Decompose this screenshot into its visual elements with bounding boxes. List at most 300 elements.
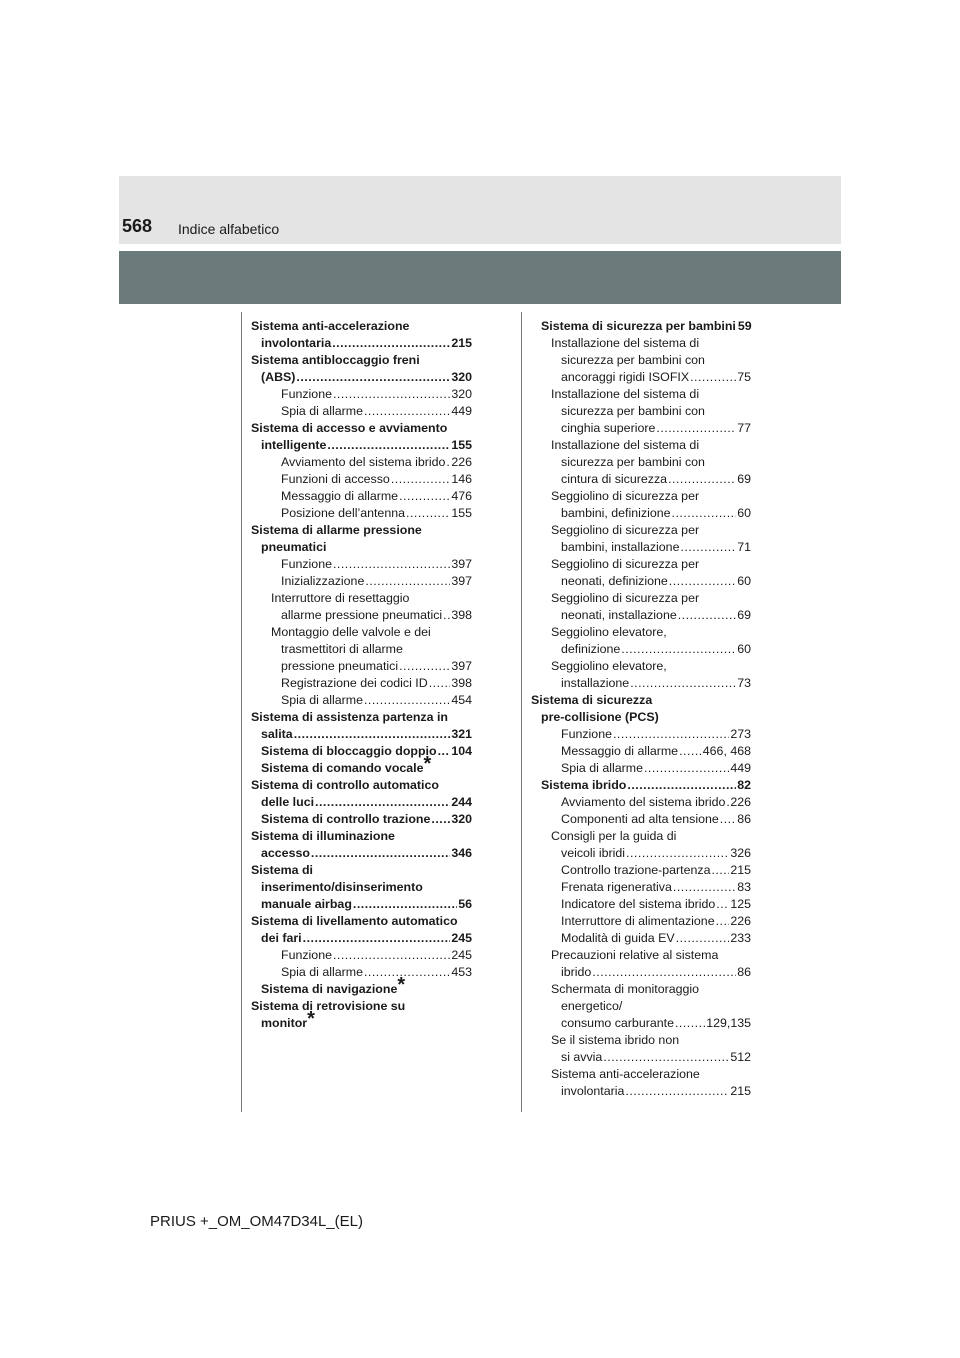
index-subentry	[531, 896, 751, 913]
entry-text: Funzione	[281, 387, 332, 401]
entry-leader-row	[281, 488, 472, 505]
page-reference: 77	[737, 421, 751, 435]
page-reference: 320	[451, 387, 472, 401]
dot-leader	[711, 862, 729, 879]
entry-leader-row	[281, 505, 472, 522]
entry-text-line: pre-collisione (PCS)	[541, 710, 659, 724]
entry-text: Indicatore del sistema ibrido	[561, 897, 716, 911]
entry-text: involontaria	[261, 336, 332, 350]
entry-text-line: Sistema anti-accelerazione	[251, 319, 410, 333]
entry-leader-row	[261, 811, 472, 828]
index-entry	[251, 913, 472, 947]
entry-text: Spia di allarme	[281, 693, 363, 707]
page-reference: 449	[451, 404, 472, 418]
dot-leader	[678, 607, 736, 624]
entry-leader-row	[561, 964, 751, 981]
page-reference: 60	[737, 506, 751, 520]
index-entry	[251, 974, 472, 998]
entry-leader-row	[261, 726, 472, 743]
page-reference: 73	[737, 676, 751, 690]
page-reference: 86	[737, 965, 751, 979]
page-reference: 226	[451, 455, 472, 469]
index-subentry	[531, 930, 751, 947]
entry-leader-row	[261, 974, 472, 998]
index-subentry	[531, 1066, 751, 1100]
index-entry	[251, 753, 472, 777]
entry-leader-row	[561, 879, 751, 896]
entry-text: consumo carburante	[561, 1016, 674, 1030]
entry-text: allarme pressione pneumatici	[281, 608, 443, 622]
dot-leader	[668, 471, 736, 488]
index-entry	[251, 777, 472, 811]
dot-leader	[333, 556, 450, 573]
dot-leader	[630, 675, 736, 692]
dot-leader	[675, 1015, 705, 1032]
entry-leader-row	[281, 607, 472, 624]
entry-text: Modalità di guida EV	[561, 931, 675, 945]
page-reference: 398	[451, 608, 472, 622]
entry-text: involontaria	[561, 1084, 625, 1098]
entry-leader-row	[281, 675, 472, 692]
dot-leader	[443, 607, 450, 624]
page-reference: 60	[737, 574, 751, 588]
entry-text: Funzione	[281, 948, 332, 962]
page-reference: 82	[737, 778, 751, 792]
entry-text-line: Seggiolino di sicurezza per	[551, 523, 700, 537]
index-subentry	[531, 913, 751, 930]
section-title: Indice alfabetico	[178, 221, 280, 237]
dot-leader	[716, 896, 729, 913]
entry-text-line: sicurezza per bambini con	[561, 353, 705, 367]
dot-leader	[726, 794, 729, 811]
page-reference: 56	[458, 897, 472, 911]
entry-text: Sistema di controllo trazione	[261, 812, 431, 826]
page-reference: 326	[730, 846, 751, 860]
asterisk-icon: *	[423, 753, 432, 775]
entry-text: cinghia superiore	[561, 421, 656, 435]
dot-leader	[644, 760, 729, 777]
dot-leader	[656, 420, 736, 437]
entry-text-line: Sistema anti-accelerazione	[551, 1067, 700, 1081]
dot-leader	[327, 437, 450, 454]
page-reference: 397	[451, 557, 472, 571]
dot-leader	[303, 930, 451, 947]
index-subentry	[251, 386, 472, 403]
index-subentry	[531, 624, 751, 658]
dot-leader	[625, 1083, 729, 1100]
entry-leader-row	[561, 811, 751, 828]
entry-leader-row	[261, 930, 472, 947]
entry-leader-row	[561, 675, 751, 692]
dot-leader	[294, 726, 451, 743]
entry-text-line: Schermata di monitoraggio	[551, 982, 700, 996]
entry-text: accesso	[261, 846, 310, 860]
dot-leader	[676, 930, 730, 947]
entry-text: delle luci	[261, 795, 315, 809]
page-reference: 129,135	[706, 1016, 751, 1030]
dot-leader	[431, 811, 450, 828]
entry-leader-row	[561, 896, 751, 913]
entry-text: si avvia	[561, 1050, 603, 1064]
entry-leader-row	[261, 369, 472, 386]
dot-leader	[613, 726, 729, 743]
entry-text-line: sicurezza per bambini con	[561, 404, 705, 418]
entry-text: (ABS)	[261, 370, 296, 384]
dot-leader	[429, 675, 451, 692]
entry-text: Inizializzazione	[281, 574, 365, 588]
entry-leader-row	[261, 845, 472, 862]
entry-leader-row	[561, 930, 751, 947]
header-band	[119, 251, 841, 304]
index-subentry	[251, 964, 472, 981]
index-subentry	[531, 335, 751, 386]
entry-text-line: Sistema di controllo automatico	[251, 778, 439, 792]
entry-text-line: Sistema di	[251, 863, 313, 877]
page-reference: 397	[451, 659, 472, 673]
entry-text: intelligente	[261, 438, 327, 452]
page-reference: 69	[737, 472, 751, 486]
dot-leader	[673, 879, 736, 896]
entry-text-line: Consigli per la guida di	[551, 829, 677, 843]
index-subentry	[531, 437, 751, 488]
entry-leader-row	[561, 726, 751, 743]
entry-text-line: Sistema antibloccaggio freni	[251, 353, 420, 367]
entry-leader-row	[541, 318, 751, 335]
entry-text-line: Seggiolino elevatore,	[551, 625, 667, 639]
entry-leader-row	[561, 607, 751, 624]
entry-text: monitor	[261, 1016, 308, 1030]
index-entry	[251, 811, 472, 828]
entry-text-line: Precauzioni relative al sistema	[551, 948, 719, 962]
index-entry	[251, 522, 472, 556]
index-entry	[251, 420, 472, 454]
entry-leader-row	[281, 964, 472, 981]
index-subentry	[251, 505, 472, 522]
entry-text: Spia di allarme	[561, 761, 643, 775]
entry-text-line: Se il sistema ibrido non	[551, 1033, 680, 1047]
index-subentry	[531, 947, 751, 981]
dot-leader	[592, 964, 736, 981]
index-subentry	[531, 488, 751, 522]
index-subentry	[251, 624, 472, 675]
page-reference: 320	[451, 812, 472, 826]
dot-leader	[406, 505, 450, 522]
dot-leader	[603, 1049, 729, 1066]
dot-leader	[365, 573, 450, 590]
entry-leader-row	[281, 454, 472, 471]
entry-text: Sistema di sicurezza per bambini	[541, 319, 736, 333]
index-subentry	[251, 947, 472, 964]
column-divider-left	[241, 312, 242, 1112]
index-column-right	[531, 318, 751, 1100]
entry-leader-row	[281, 658, 472, 675]
index-entry	[251, 352, 472, 386]
column-divider-middle	[521, 312, 522, 1112]
dot-leader	[672, 505, 737, 522]
index-subentry	[531, 981, 751, 1032]
entry-leader-row	[261, 743, 472, 760]
entry-leader-row	[561, 743, 751, 760]
entry-leader-row	[261, 335, 472, 352]
dot-leader	[627, 777, 736, 794]
entry-text-line: Installazione del sistema di	[551, 387, 700, 401]
entry-text: ancoraggi rigidi ISOFIX	[561, 370, 690, 384]
index-subentry	[531, 811, 751, 828]
entry-leader-row	[281, 573, 472, 590]
index-entry	[531, 777, 751, 794]
index-subentry	[251, 692, 472, 709]
page-reference: 215	[730, 863, 751, 877]
entry-leader-row	[261, 896, 472, 913]
entry-leader-row	[261, 794, 472, 811]
page-reference: 245	[451, 931, 472, 945]
entry-text: Controllo trazione-partenza	[561, 863, 711, 877]
page-reference: 69	[737, 608, 751, 622]
page-reference: 226	[730, 914, 751, 928]
entry-leader-row	[561, 794, 751, 811]
page-reference: 244	[451, 795, 472, 809]
entry-text: Registrazione dei codici ID	[281, 676, 428, 690]
entry-text: definizione	[561, 642, 621, 656]
index-entry	[251, 318, 472, 352]
index-entry	[531, 318, 751, 335]
entry-leader-row	[561, 641, 751, 658]
index-subentry	[251, 471, 472, 488]
dot-leader	[332, 335, 450, 352]
entry-text: manuale airbag	[261, 897, 352, 911]
entry-leader-row	[561, 845, 751, 862]
dot-leader	[716, 913, 730, 930]
entry-text-line: trasmettitori di allarme	[281, 642, 403, 656]
index-subentry	[531, 879, 751, 896]
entry-leader-row	[561, 862, 751, 879]
dot-leader	[679, 743, 702, 760]
page-reference: 273	[730, 727, 751, 741]
dot-leader	[621, 641, 736, 658]
entry-text: Sistema di bloccaggio doppio	[261, 744, 437, 758]
entry-text: cintura di sicurezza	[561, 472, 668, 486]
entry-leader-row	[561, 1049, 751, 1066]
entry-leader-row	[561, 573, 751, 590]
entry-text: neonati, definizione	[561, 574, 668, 588]
index-entry	[251, 828, 472, 862]
page-reference: 60	[737, 642, 751, 656]
asterisk-icon: *	[397, 974, 406, 996]
page-reference: 245	[451, 948, 472, 962]
entry-text: Funzione	[561, 727, 612, 741]
index-column-left	[251, 318, 472, 1032]
entry-leader-row	[261, 753, 472, 777]
index-entry	[251, 709, 472, 743]
dot-leader	[690, 369, 736, 386]
dot-leader	[438, 743, 451, 760]
asterisk-icon: *	[307, 1008, 315, 1030]
page-reference: 320	[451, 370, 472, 384]
entry-text-line: Seggiolino di sicurezza per	[551, 591, 700, 605]
entry-leader-row	[561, 369, 751, 386]
index-subentry	[251, 573, 472, 590]
entry-leader-row	[561, 760, 751, 777]
entry-text-line: Sistema di retrovisione su	[251, 999, 406, 1013]
entry-text: bambini, definizione	[561, 506, 671, 520]
page-reference: 453	[451, 965, 472, 979]
page-reference: 71	[737, 540, 751, 554]
page-number: 568	[122, 216, 153, 236]
entry-text: Funzioni di accesso	[281, 472, 390, 486]
entry-text: salita	[261, 727, 293, 741]
entry-text-line: Sistema di assistenza partenza in	[251, 710, 448, 724]
entry-text: Messaggio di allarme	[281, 489, 399, 503]
index-subentry	[531, 794, 751, 811]
entry-text-line: Seggiolino di sicurezza per	[551, 557, 700, 571]
entry-text-line: Seggiolino di sicurezza per	[551, 489, 700, 503]
index-subentry	[531, 726, 751, 743]
entry-text-line: Sistema di allarme pressione	[251, 523, 422, 537]
dot-leader	[626, 845, 729, 862]
index-subentry	[531, 760, 751, 777]
entry-text: Sistema di comando vocale	[261, 761, 424, 775]
entry-text: Avviamento del sistema ibrido	[561, 795, 726, 809]
entry-leader-row	[561, 1083, 751, 1100]
entry-text: installazione	[561, 676, 630, 690]
entry-text: pressione pneumatici	[281, 659, 399, 673]
entry-text-line: Sistema di livellamento automatico	[251, 914, 458, 928]
dot-leader	[720, 811, 736, 828]
page-reference: 104	[451, 744, 472, 758]
entry-leader-row	[281, 471, 472, 488]
dot-leader	[669, 573, 736, 590]
entry-leader-row	[561, 539, 751, 556]
entry-text: Avviamento del sistema ibrido	[281, 455, 446, 469]
index-subentry	[531, 862, 751, 879]
entry-text-line: Installazione del sistema di	[551, 336, 700, 350]
index-subentry	[251, 488, 472, 505]
dot-leader	[399, 658, 450, 675]
entry-text: Spia di allarme	[281, 404, 363, 418]
entry-text: Messaggio di allarme	[561, 744, 679, 758]
entry-leader-row	[561, 913, 751, 930]
page-reference: 215	[730, 1084, 751, 1098]
page-reference: 346	[451, 846, 472, 860]
entry-text-line: inserimento/disinserimento	[261, 880, 423, 894]
dot-leader	[364, 403, 450, 420]
dot-leader	[391, 471, 450, 488]
footer-code: PRIUS +_OM_OM47D34L_(EL)	[150, 1213, 364, 1230]
entry-leader-row	[261, 437, 472, 454]
entry-text-line: Seggiolino elevatore,	[551, 659, 667, 673]
page-reference: 155	[451, 438, 472, 452]
entry-text: Funzione	[281, 557, 332, 571]
index-subentry	[251, 556, 472, 573]
entry-text-line: Sistema di illuminazione	[251, 829, 395, 843]
entry-text-line: Interruttore di resettaggio	[271, 591, 410, 605]
entry-text: Interruttore di alimentazione	[561, 914, 715, 928]
dot-leader	[353, 896, 457, 913]
entry-leader-row	[281, 386, 472, 403]
dot-leader	[315, 794, 450, 811]
index-subentry	[531, 743, 751, 760]
page-reference: 449	[730, 761, 751, 775]
index-subentry	[251, 454, 472, 471]
entry-text-line: pneumatici	[261, 540, 327, 554]
entry-text: bambini, installazione	[561, 540, 680, 554]
dot-leader	[364, 692, 450, 709]
entry-text: Componenti ad alta tensione	[561, 812, 719, 826]
dot-leader	[333, 386, 450, 403]
page-reference: 454	[451, 693, 472, 707]
entry-text-line: Montaggio delle valvole e dei	[271, 625, 431, 639]
index-entry	[251, 862, 472, 913]
index-subentry	[531, 522, 751, 556]
page-reference: 466, 468	[702, 744, 751, 758]
entry-leader-row	[281, 556, 472, 573]
index-subentry	[531, 1032, 751, 1066]
entry-text-line: energetico/	[561, 999, 623, 1013]
page-reference: 155	[451, 506, 472, 520]
page-reference: 226	[730, 795, 751, 809]
page-reference: 215	[451, 336, 472, 350]
index-subentry	[251, 590, 472, 624]
entry-text: Posizione dell’antenna	[281, 506, 405, 520]
index-subentry	[251, 675, 472, 692]
entry-leader-row	[561, 471, 751, 488]
index-subentry	[531, 828, 751, 862]
index-subentry	[531, 556, 751, 590]
index-subentry	[531, 386, 751, 437]
entry-leader-row	[281, 403, 472, 420]
entry-leader-row	[541, 777, 751, 794]
page-reference: 233	[730, 931, 751, 945]
index-subentry	[531, 658, 751, 692]
entry-leader-row	[281, 692, 472, 709]
entry-text: Sistema di navigazione	[261, 982, 398, 996]
page-reference: 512	[730, 1050, 751, 1064]
index-entry	[251, 998, 472, 1032]
entry-text: Sistema ibrido	[541, 778, 627, 792]
index-subentry	[531, 590, 751, 624]
entry-leader-row	[561, 1015, 751, 1032]
index-subentry	[251, 403, 472, 420]
entry-leader-row	[281, 947, 472, 964]
dot-leader	[311, 845, 450, 862]
page-reference: 398	[451, 676, 472, 690]
entry-text-line: Installazione del sistema di	[551, 438, 700, 452]
entry-leader-row	[561, 505, 751, 522]
index-entry	[251, 743, 472, 760]
entry-text: ibrido	[561, 965, 592, 979]
entry-text-line: sicurezza per bambini con	[561, 455, 705, 469]
page-reference: 75	[737, 370, 751, 384]
dot-leader	[399, 488, 450, 505]
page-reference: 125	[730, 897, 751, 911]
page-reference: 321	[451, 727, 472, 741]
index-entry	[531, 692, 751, 726]
page-reference: 476	[451, 489, 472, 503]
entry-text-line: Sistema di sicurezza	[531, 693, 653, 707]
dot-leader	[364, 964, 450, 981]
dot-leader	[296, 369, 450, 386]
entry-leader-row	[561, 420, 751, 437]
entry-text: veicoli ibridi	[561, 846, 626, 860]
entry-text-line: Sistema di accesso e avviamento	[251, 421, 448, 435]
entry-text: Frenata rigenerativa	[561, 880, 672, 894]
entry-text: dei fari	[261, 931, 302, 945]
dot-leader	[446, 454, 450, 471]
page-reference: 59	[737, 319, 752, 333]
dot-leader	[333, 947, 450, 964]
page-reference: 146	[451, 472, 472, 486]
entry-text: neonati, installazione	[561, 608, 677, 622]
